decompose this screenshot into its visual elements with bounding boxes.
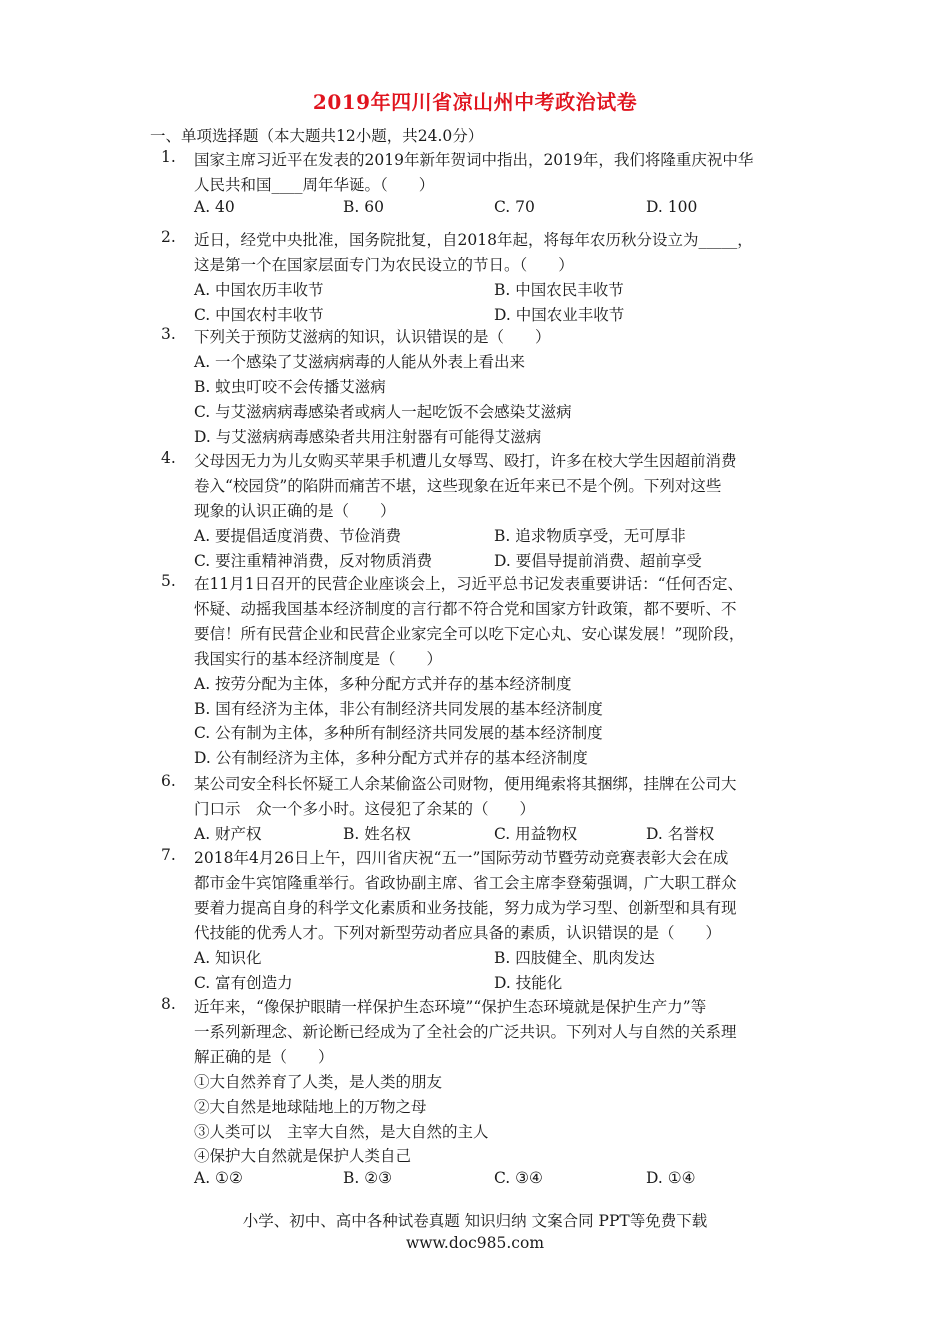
answer-option: A. 财产权 — [194, 824, 262, 843]
question-number: 1. — [161, 148, 176, 166]
answer-option: C. 中国农村丰收节 — [194, 305, 324, 324]
answer-option: B. ②③ — [343, 1169, 393, 1188]
answer-option: D. 要倡导提前消费、超前享受 — [494, 551, 702, 570]
question-number: 5. — [161, 572, 176, 590]
answer-option: B. 蚊虫叮咬不会传播艾滋病 — [194, 377, 386, 396]
question-number: 4. — [161, 449, 176, 467]
answer-option: B. 姓名权 — [343, 824, 411, 843]
answer-option: B. 四肢健全、肌肉发达 — [494, 948, 655, 967]
question-text-line: 怀疑、动摇我国基本经济制度的言行都不符合党和国家方针政策，都不要听、不 — [194, 599, 737, 618]
answer-option: B. 60 — [343, 197, 384, 216]
page-title: 2019年四川省凉山州中考政治试卷 — [312, 90, 638, 114]
question-text-line: 父母因无力为儿女购买苹果手机遭儿女辱骂、殴打，许多在校大学生因超前消费 — [194, 452, 737, 470]
answer-option: A. 要提倡适度消费、节俭消费 — [194, 526, 402, 545]
answer-option: C. ③④ — [494, 1169, 543, 1188]
question-text-line: ②大自然是地球陆地上的万物之母 — [194, 1097, 427, 1116]
answer-option: A. 一个感染了艾滋病病毒的人能从外表上看出来 — [194, 352, 526, 371]
answer-option: B. 中国农民丰收节 — [494, 280, 624, 299]
question-text-line: 都市金牛宾馆隆重举行。省政协副主席、省工会主席李登菊强调，广大职工群众 — [194, 873, 737, 892]
question-text-line: 要着力提高自身的科学文化素质和业务技能，努力成为学习型、创新型和具有现 — [194, 898, 737, 917]
answer-option: A. 按劳分配为主体，多种分配方式并存的基本经济制度 — [194, 674, 572, 693]
question-text-line: 下列关于预防艾滋病的知识，认识错误的是（ ） — [194, 328, 551, 346]
question-text-line: 卷入“校园贷”的陷阱而痛苦不堪，这些现象在近年来已不是个例。下列对这些 — [194, 476, 722, 495]
question-number: 2. — [161, 228, 176, 246]
question-number: 7. — [161, 846, 176, 864]
answer-option: C. 要注重精神消费，反对物质消费 — [194, 551, 433, 570]
answer-option: D. 公有制经济为主体，多种分配方式并存的基本经济制度 — [194, 749, 588, 768]
footer-promo-text: 小学、初中、高中各种试卷真题 知识归纳 文案合同 PPT等免费下载 — [242, 1212, 708, 1230]
answer-option: D. 名誉权 — [646, 824, 715, 843]
question-text-line: 代技能的优秀人才。下列对新型劳动者应具备的素质，认识错误的是（ ） — [194, 923, 722, 942]
answer-option: C. 公有制为主体，多种所有制经济共同发展的基本经济制度 — [194, 724, 603, 743]
answer-option: D. 中国农业丰收节 — [494, 305, 625, 324]
answer-option: C. 富有创造力 — [194, 973, 293, 992]
question-text-line: 这是第一个在国家层面专门为农民设立的节日。（ ） — [194, 255, 574, 274]
answer-option: C. 70 — [494, 197, 535, 216]
answer-option: A. 中国农历丰收节 — [194, 280, 324, 299]
answer-option: B. 国有经济为主体，非公有制经济共同发展的基本经济制度 — [194, 699, 603, 718]
question-text-line: ③人类可以 主宰大自然，是大自然的主人 — [194, 1122, 489, 1141]
question-text-line: 人民共和国____周年华诞。（ ） — [194, 175, 435, 194]
answer-option: D. 100 — [646, 197, 698, 216]
answer-option: A. ①② — [194, 1169, 243, 1188]
question-text-line: 在11月1日召开的民营企业座谈会上，习近平总书记发表重要讲话：“任何否定、 — [194, 575, 744, 593]
question-text-line: 要信！所有民营企业和民营企业家完全可以吃下定心丸、安心谋发展！”现阶段， — [194, 624, 745, 643]
answer-option: C. 用益物权 — [494, 824, 578, 843]
question-number: 3. — [161, 325, 176, 343]
question-text-line: 近年来，“像保护眼睛一样保护生态环境”“保护生态环境就是保护生产力”等 — [194, 998, 707, 1016]
question-text-line: 现象的认识正确的是（ ） — [194, 501, 396, 520]
footer — [0, 1210, 950, 1254]
answer-option: A. 知识化 — [194, 948, 262, 967]
question-text-line: 某公司安全科长怀疑工人余某偷盗公司财物，便用绳索将其捆绑，挂牌在公司大 — [194, 775, 737, 793]
answer-option: D. ①④ — [646, 1169, 696, 1188]
question-text-line: 解正确的是（ ） — [194, 1047, 334, 1066]
question-text-line: 一系列新理念、新论断已经成为了全社会的广泛共识。下列对人与自然的关系理 — [194, 1022, 737, 1041]
question-text-line: 国家主席习近平在发表的2019年新年贺词中指出，2019年，我们将隆重庆祝中华 — [194, 151, 754, 169]
question-text-line: 2018年4月26日上午，四川省庆祝“五一”国际劳动节暨劳动竞赛表彰大会在成 — [194, 849, 729, 867]
question-text-line: ①大自然养育了人类，是人类的朋友 — [194, 1072, 443, 1091]
question-text-line: ④保护大自然就是保护人类自己 — [194, 1147, 412, 1166]
question-text-line: 我国实行的基本经济制度是（ ） — [194, 649, 443, 668]
question-text-line: 门口示 众一个多小时。这侵犯了余某的（ ） — [194, 799, 536, 818]
question-number: 8. — [161, 995, 176, 1013]
question-number: 6. — [161, 772, 176, 790]
footer-website: www.doc985.com — [405, 1234, 545, 1252]
answer-option: D. 与艾滋病病毒感染者共用注射器有可能得艾滋病 — [194, 427, 542, 446]
answer-option: D. 技能化 — [494, 973, 563, 992]
answer-option: A. 40 — [194, 197, 235, 216]
answer-option: C. 与艾滋病病毒感染者或病人一起吃饭不会感染艾滋病 — [194, 402, 572, 421]
question-text-line: 近日，经党中央批准，国务院批复，自2018年起，将每年农历秋分设立为_____， — [194, 231, 753, 249]
answer-option: B. 追求物质享受，无可厚非 — [494, 526, 686, 545]
section-heading: 一、单项选择题（本大题共12小题，共24.0分） — [150, 127, 484, 145]
